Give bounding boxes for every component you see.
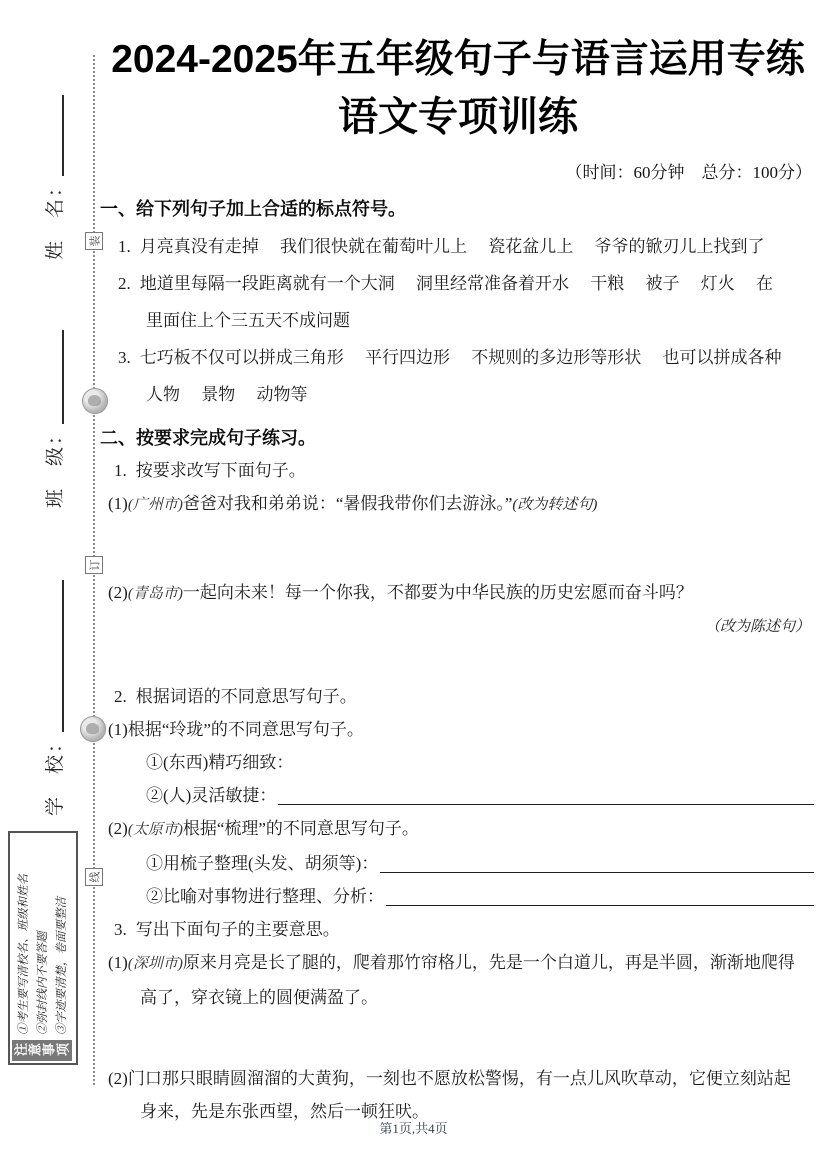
question-number: 2. xyxy=(114,687,127,706)
sentence-text: 门口那只眼睛圆溜溜的大黄狗，一刻也不愿放松警惕，有一点儿风吹草动，它便立刻站起身来，先是东张西望，然后一顿狂吠。 xyxy=(127,1069,791,1121)
circled-number: ② xyxy=(146,786,163,805)
city-tag: (青岛市) xyxy=(127,586,183,602)
q3-sub1 xyxy=(100,946,816,1014)
circled-number: ① xyxy=(146,753,163,772)
punctuation-question-3 xyxy=(100,339,788,413)
sentence-text: 一起向未来！每一个你我，不都要为中华民族的历史宏愿而奋斗吗？ xyxy=(182,583,693,602)
sentence-text: 爸爸对我和弟弟说：“暑假我带你们去游泳。” xyxy=(182,494,513,513)
city-tag: (深圳市) xyxy=(127,956,183,972)
page-title-line2: 语文专项训练 xyxy=(338,95,578,139)
q2-sub2-c1 xyxy=(100,847,816,880)
name-label: 姓 名： xyxy=(44,175,66,260)
question-text: 根据“玲珑”的不同意思写句子。 xyxy=(127,720,364,739)
q2-sub2 xyxy=(100,812,816,847)
binding-mark-ding xyxy=(85,556,103,574)
city-tag: (太原市) xyxy=(127,822,183,838)
class-answer-line[interactable] xyxy=(42,330,64,424)
question-number: 3. xyxy=(118,348,131,367)
question-text: 根据词语的不同意思写句子。 xyxy=(135,687,357,706)
binding-mark-xian xyxy=(85,868,103,886)
punctuation-question-1 xyxy=(100,228,788,265)
q2-stem xyxy=(100,680,816,713)
question-text: 月亮真没有走掉 我们很快就在葡萄叶儿上 瓷花盆儿上 爷爷的锨刃儿上找到了 xyxy=(139,237,765,256)
sentence-text: 原来月亮是长了腿的，爬着那竹帘格儿，先是一个白道儿，再是半圆，渐渐地爬得高了，穿衣镜上的圆便满盈了。 xyxy=(140,953,795,1007)
sub-number: (2) xyxy=(108,583,128,602)
prompt-text: (东西)精巧细致： xyxy=(163,753,294,772)
q2-sub1-c1 xyxy=(100,746,816,779)
question-number: 1. xyxy=(118,237,131,256)
notice-item-3: ③字迹要清楚，卷面要整洁 xyxy=(55,897,68,1035)
notice-item-2: ②弥封线内不要答题 xyxy=(36,931,49,1035)
binding-mark-label: 装 xyxy=(89,235,101,247)
sub-number: (1) xyxy=(108,953,128,972)
q2-sub1-c2 xyxy=(100,779,816,812)
q1-stem xyxy=(100,454,816,487)
question-text: 按要求改写下面句子。 xyxy=(135,461,306,480)
answer-space[interactable] xyxy=(100,522,816,576)
q1-sub2-note xyxy=(100,611,816,642)
answer-blank-line[interactable] xyxy=(386,905,814,906)
sub-number: (1) xyxy=(108,720,128,739)
binding-mark-label: 订 xyxy=(89,559,101,571)
punctuation-question-2 xyxy=(100,265,788,339)
seal-emblem-icon xyxy=(82,388,108,414)
time-score-info: （时间：60分钟 总分：100分） xyxy=(565,163,812,182)
rewrite-instruction: (改为转述句) xyxy=(512,497,598,513)
prompt-text: ②(人)灵活敏捷： xyxy=(146,786,277,805)
binding-mark-zhuang xyxy=(85,232,103,250)
notice-item-1: ①考生要写清校名、班级和姓名 xyxy=(18,874,31,1035)
notice-box xyxy=(8,831,78,1065)
name-answer-line[interactable] xyxy=(42,95,64,176)
school-label: 学 校： xyxy=(44,731,66,816)
answer-blank-line[interactable] xyxy=(278,804,814,805)
question-number: 2. xyxy=(118,274,131,293)
q2-sub1 xyxy=(100,713,816,746)
page-title-line1: 2024-2025年五年级句子与语言运用专练 xyxy=(111,38,805,81)
q3-stem xyxy=(100,913,816,946)
sub-number: (2) xyxy=(108,819,128,838)
circled-number: ② xyxy=(146,887,163,906)
q2-sub2-c2 xyxy=(100,880,816,913)
answer-space[interactable] xyxy=(100,1014,816,1062)
circled-number: ① xyxy=(146,854,163,873)
rewrite-instruction: （改为陈述句） xyxy=(704,619,810,635)
field-class xyxy=(34,330,72,508)
seal-emblem-icon xyxy=(80,716,106,742)
prompt-text: ①用梳子整理(头发、胡须等)： xyxy=(146,854,379,873)
prompt-text: ②比喻对事物进行整理、分析： xyxy=(146,887,384,906)
question-number: 1. xyxy=(114,461,127,480)
q1-sub1 xyxy=(100,487,816,522)
answer-space[interactable] xyxy=(100,642,816,680)
q1-sub2 xyxy=(100,576,816,611)
question-number: 3. xyxy=(114,920,127,939)
section1-items xyxy=(100,228,816,413)
field-school xyxy=(34,580,72,816)
section1-heading: 一、给下列句子加上合适的标点符号。 xyxy=(100,199,406,219)
binding-mark-label: 线 xyxy=(89,871,101,883)
class-label: 班 级： xyxy=(44,423,66,508)
notice-label: 注意事项 xyxy=(12,1040,72,1061)
section2-heading: 二、按要求完成句子练习。 xyxy=(100,428,316,448)
city-tag: (广州市) xyxy=(127,497,183,513)
question-text: 七巧板不仅可以拼成三角形 平行四边形 不规则的多边形等形状 也可以拼成各种人物 景物 动物等 xyxy=(139,348,782,404)
main-content xyxy=(100,34,816,1128)
school-answer-line[interactable] xyxy=(42,580,64,732)
sub-number: (2) xyxy=(108,1069,128,1088)
sub-number: (1) xyxy=(108,494,128,513)
section2-body xyxy=(100,454,816,1128)
answer-blank-line[interactable] xyxy=(380,872,814,873)
question-text: 根据“梳理”的不同意思写句子。 xyxy=(182,819,419,838)
page-number: 第1页,共4页 xyxy=(379,1121,448,1136)
question-text: 地道里每隔一段距离就有一个大洞 洞里经常准备着开水 干粮 被子 灯火 在里面住上个三五天不成问题 xyxy=(139,274,773,330)
question-text: 写出下面句子的主要意思。 xyxy=(135,920,340,939)
field-student-name xyxy=(34,95,72,260)
